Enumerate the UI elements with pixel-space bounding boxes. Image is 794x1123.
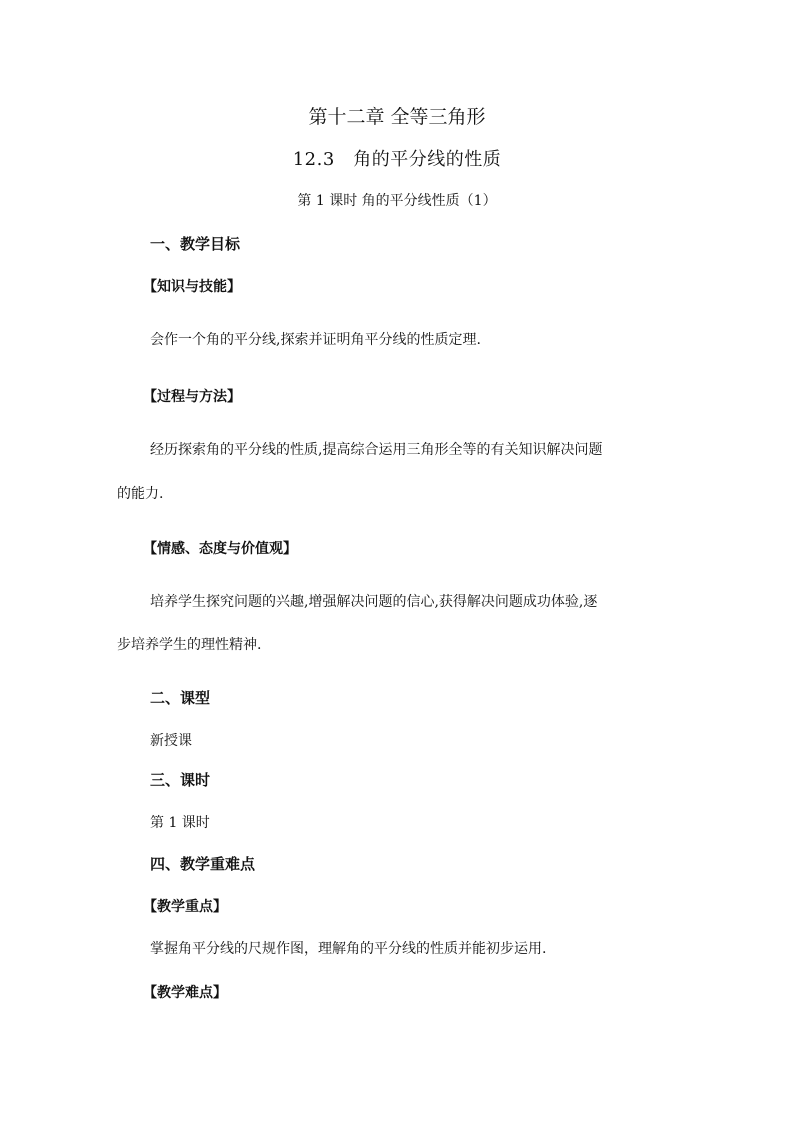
- objectives-heading: 一、教学目标: [150, 235, 241, 253]
- periods-heading: 三、课时: [150, 771, 211, 789]
- focus-label: 【教学重点】: [143, 899, 227, 915]
- lesson-type-text: 新授课: [150, 733, 192, 749]
- section-title: 12.3 角的平分线的性质: [292, 149, 502, 170]
- periods-text: 第 1 课时: [150, 815, 210, 831]
- difficulty-label: 【教学难点】: [143, 985, 227, 1001]
- process-methods-text-line1: 经历探索角的平分线的性质,提高综合运用三角形全等的有关知识解决问题: [150, 442, 603, 458]
- knowledge-skills-label: 【知识与技能】: [143, 279, 241, 295]
- lesson-type-heading: 二、课型: [150, 689, 211, 707]
- emotion-values-text-line2: 步培养学生的理性精神.: [117, 637, 262, 653]
- lesson-title: 第 1 课时 角的平分线性质（1）: [297, 193, 497, 209]
- emotion-values-label: 【情感、态度与价值观】: [143, 541, 297, 557]
- process-methods-label: 【过程与方法】: [143, 389, 241, 405]
- knowledge-skills-text: 会作一个角的平分线,探索并证明角平分线的性质定理.: [150, 332, 481, 348]
- process-methods-text-line2: 的能力.: [117, 486, 164, 502]
- key-points-heading: 四、教学重难点: [150, 855, 256, 873]
- focus-text: 掌握角平分线的尺规作图，理解角的平分线的性质并能初步运用.: [150, 941, 547, 957]
- emotion-values-text-line1: 培养学生探究问题的兴趣,增强解决问题的信心,获得解决问题成功体验,逐: [150, 594, 598, 610]
- chapter-title: 第十二章 全等三角形: [308, 106, 486, 128]
